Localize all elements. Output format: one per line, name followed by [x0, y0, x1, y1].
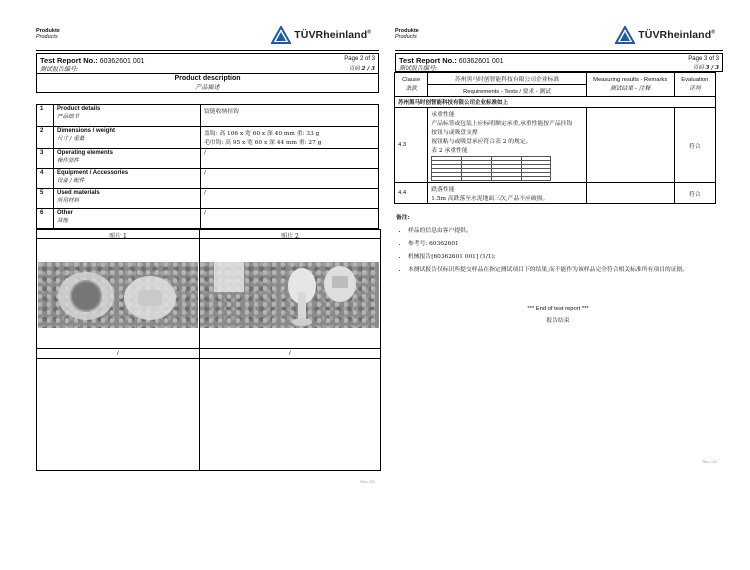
photo-2-caption: 照片 2 — [281, 233, 299, 240]
report-number: 60362601 001 — [99, 58, 145, 65]
report-title-box: Test Report No.: 60362601 001 测试报告编号: Page 3 of 3 页码 3 / 3 — [395, 53, 723, 72]
section-title-cn: 产品描述 — [195, 84, 220, 91]
evaluation-pass: 符合 — [674, 183, 715, 204]
note-item: • 参考号: 60362601 — [408, 238, 716, 247]
requirements-table: Clause 条款 苏州黑马时创智能科技有限公司企业标准 Measuring results - Remarks 测试结果 - 注释 Evaluation 评判 Requirements - Tests / 要求 - 测试 苏州黑马时创智能科技有限公司企业标准如上 4.3 承重性能 产品标签或包装上应标明额定承重,承重性能按产品挂钩 按钮与或吸盘支撑 视钮粘与或吸盘承应符合表 2 的规定。 表 2 承重性能 符合 4.4 跌落性能 1.5m 高跌落至水泥地面三次,产品不应破损。 符合 — [394, 72, 716, 204]
header-category-de: Produkte — [36, 28, 60, 34]
table-row: 3 Operating elements 操作部件 / — [37, 149, 379, 169]
section-row: 苏州黑马时创智能科技有限公司企业标准如上 — [395, 97, 716, 108]
photo-1-caption: 照片 1 — [109, 233, 127, 240]
triangle-logo-icon — [271, 26, 291, 44]
logo-text: TÜVRheinland® — [294, 29, 371, 41]
section-title: Product description — [174, 75, 241, 82]
header-category — [36, 28, 60, 40]
table-row: 1 Product details 产品细节 铰链收纳挂钩 — [37, 105, 379, 127]
photo-1 — [38, 262, 198, 328]
product-description-header — [36, 72, 379, 93]
table-row: 6 Other 其他 / — [37, 209, 379, 229]
product-details-table — [36, 104, 379, 229]
triangle-logo-icon — [615, 26, 635, 44]
header-category-en: Products — [36, 34, 58, 40]
table-row: 2 Dimensions / weight 尺寸 / 重量 盖钩: 高 106 x 宽 60 x 深 40 mm 重: 33 g 毛巾钩: 高 95 x 宽 60 x 深 44 mm 重: 27 g — [37, 127, 379, 149]
note-item: • 机械报告[60362601 001] (1/1); — [408, 251, 716, 260]
report-number-label: Test Report No.: — [40, 56, 98, 65]
page-indicator-cn: 页码 2 / 3 — [348, 66, 375, 72]
load-bearing-mini-table — [431, 156, 551, 181]
report-page-3 — [393, 22, 723, 487]
note-item: • 样品的信息由客户提供。 — [408, 225, 716, 234]
report-page-2 — [34, 22, 379, 487]
table-row: 4.4 跌落性能 1.5m 高跌落至水泥地面三次,产品不应破损。 符合 — [395, 183, 716, 204]
table-header: Clause 条款 苏州黑马时创智能科技有限公司企业标准 Measuring results - Remarks 测试结果 - 注释 Evaluation 评判 — [395, 73, 716, 85]
photo-section: 照片 1 照片 2 / / — [36, 229, 381, 471]
end-of-report: *** End of test report *** 报告结束 — [527, 306, 589, 324]
footer-rev: Rev. 0/1 — [360, 479, 375, 484]
table-row: 4.3 承重性能 产品标签或包装上应标明额定承重,承重性能按产品挂钩 按钮与或吸盘支撑 视钮粘与或吸盘承应符合表 2 的规定。 表 2 承重性能 符合 — [395, 108, 716, 183]
tuv-logo: TÜVRheinland® — [615, 26, 715, 44]
report-number-label-cn: 测试报告编号: — [40, 66, 79, 73]
report-title-box — [36, 53, 379, 74]
table-row: 5 Used materials 所用材料 / — [37, 189, 379, 209]
tuv-logo — [271, 26, 371, 44]
header-category: Produkte Products — [395, 28, 419, 40]
table-row: 4 Equipment / Accessories 设备 / 配件 / — [37, 169, 379, 189]
notes-section — [396, 212, 716, 277]
note-item: • 本测试报告仅标识所提交样品在指定测试项目下的结果,而不能作为该样品完全符合相关标准所有项目的证据。 — [408, 264, 716, 273]
notes-heading: 备注: — [396, 215, 410, 221]
footer-rev: Rev. 0/1 — [702, 459, 717, 464]
page-indicator: Page 2 of 3 — [344, 56, 375, 62]
product-hooks-image-2 — [200, 262, 379, 328]
photo-2 — [200, 262, 379, 328]
product-hooks-image — [38, 262, 198, 328]
evaluation-pass: 符合 — [674, 108, 715, 183]
